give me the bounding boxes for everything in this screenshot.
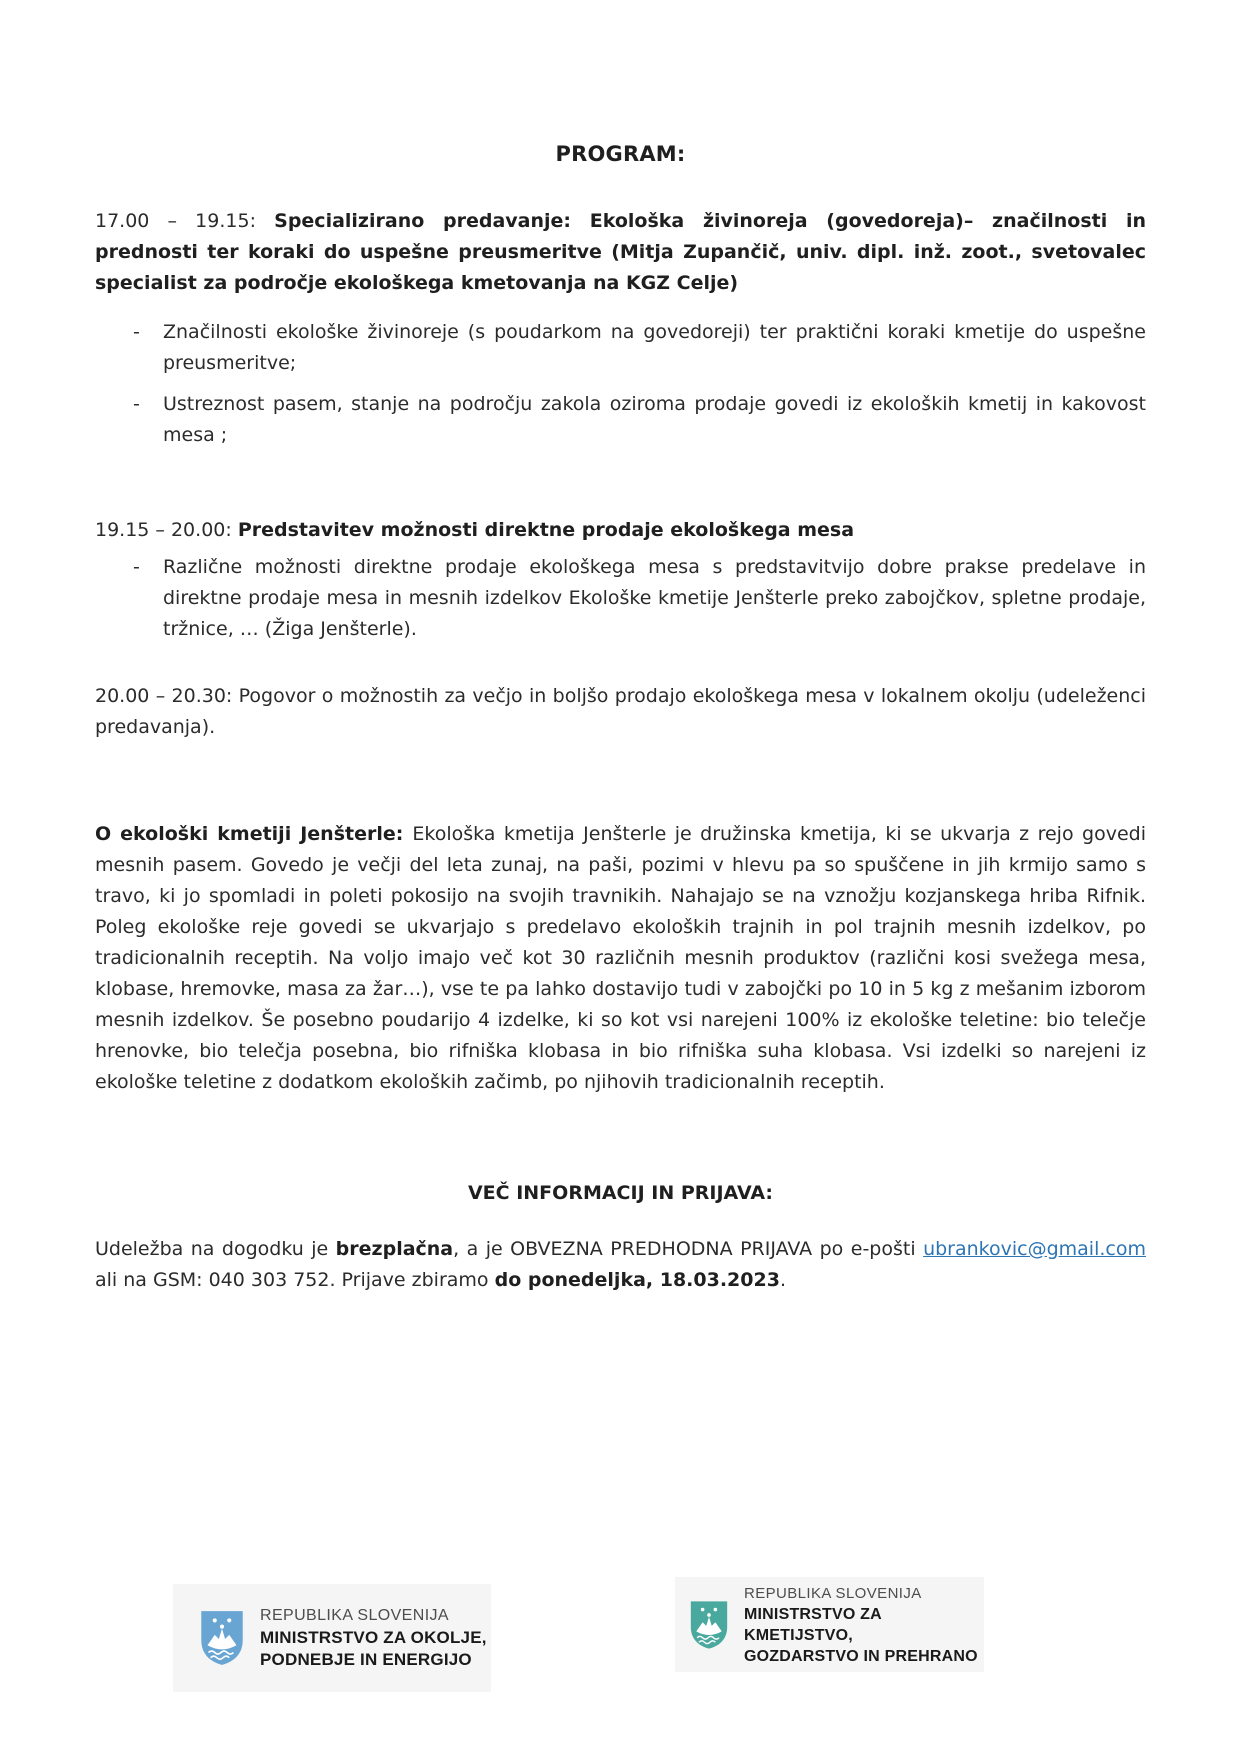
bullet-marker: - [133,556,140,578]
ministry-logo-environment [173,1584,491,1692]
logo-country-line: REPUBLIKA SLOVENIJA [260,1607,450,1624]
ministry-logo-agriculture-text [744,1583,984,1667]
program-item-2-bullet-list [95,552,1146,645]
logo-ministry-line: GOZDARSTVO IN PREHRANO [744,1647,978,1665]
about-farm-lead: O ekološki kmetiji Jenšterle: [95,823,413,845]
bullet-text: Značilnosti ekološke živinoreje (s poudarkom na govedoreji) ter praktični koraki kmetije do uspešne preusmeritve; [163,321,1146,374]
program-item-1-bullet-list [95,317,1146,451]
registration-text: Udeležba na dogodku je [95,1238,336,1260]
slovenia-coat-of-arms-icon [199,1609,245,1667]
program-item-2-time: 19.15 – 20.00: [95,519,238,541]
registration-text: . [779,1269,786,1291]
program-item-1-time: 17.00 – 19.15: [95,210,275,232]
registration-deadline-bold: do ponedeljka, 18.03.2023 [494,1269,780,1291]
program-item-3: 20.00 – 20.30: Pogovor o možnostih za večjo in boljšo prodajo ekološkega mesa v lokalnem okolju (udeleženci predavanja). [95,685,1146,738]
program-item-1 [95,206,1146,299]
bullet-text: Različne možnosti direktne prodaje ekološkega mesa s predstavitvijo dobre prakse predelave in direktne prodaje mesa in mesnih izdelkov Ekološke kmetije Jenšterle preko zabojčkov, spletne prodaje, tržnice, … (Žiga Jenšterle). [163,556,1146,640]
info-heading: VEČ INFORMACIJ IN PRIJAVA: [467,1182,774,1204]
email-link[interactable]: ubrankovic@gmail.com [923,1238,1146,1260]
about-farm-text: Ekološka kmetija Jenšterle je družinska kmetija, ki se ukvarja z rejo govedi mesnih pasem. Govedo je večji del leta zunaj, na paši, pozimi v hlevu pa so spuščene in jih krmijo samo s travo, ki jo spomladi in poleti pokosijo na svojih travnikih. Nahajajo se na vznožju kozjanskega hriba Rifnik. Poleg ekološke reje govedi se ukvarjajo s predelavo ekoloških trajnih in pol trajnih mesnih izdelkov, po tradicionalnih receptih. Na voljo imajo več kot 30 različnih mesnih produktov (različni kosi svežega mesa, klobase, hremovke, masa za žar…), vse te pa lahko dostavijo tudi v zabojčki po 10 in 5 kg z mešanim izborom mesnih izdelkov. Še posebno poudarijo 4 izdelke, ki so kot vsi narejeni 100% iz ekološke teletine: bio telečje hrenovke, bio telečja posebna, bio rifniška klobasa in bio rifniška suha klobasa. Vsi izdelki so narejeni iz ekološke teletine z dodatkom ekoloških začimb, po njihovih tradicionalnih receptih. [95,823,1146,1093]
logo-ministry-line: MINISTRSTVO ZA KMETIJSTVO, [744,1605,882,1644]
page-title: PROGRAM: [555,142,686,166]
registration-text: ali na GSM: 040 303 752. Prijave zbiramo [95,1269,495,1291]
list-item [95,317,1146,379]
registration-paragraph [95,1234,1146,1296]
program-item-1-title: Specializirano predavanje: Ekološka živinoreja (govedoreja)– značilnosti in prednosti ter koraki do uspešne preusmeritve (Mitja Zupančič, univ. dipl. inž. zoot., svetovalec specialist za področje ekološkega kmetovanja na KGZ Celje) [95,210,1147,294]
registration-free-bold: brezplačna [335,1238,454,1260]
logo-ministry-line: MINISTRSTVO ZA OKOLJE, [260,1628,487,1647]
slovenia-coat-of-arms-icon [689,1599,729,1651]
bullet-marker: - [133,393,140,415]
program-item-2 [95,515,1146,546]
list-item [95,552,1146,645]
logo-ministry-line: PODNEBJE IN ENERGIJO [260,1650,472,1669]
logo-country-line: REPUBLIKA SLOVENIJA [744,1584,922,1602]
bullet-marker: - [133,321,140,343]
program-item-2-title: Predstavitev možnosti direktne prodaje ekološkega mesa [237,519,855,541]
bullet-text: Ustreznost pasem, stanje na področju zakola oziroma prodaje govedi iz ekoloških kmetij in kakovost mesa ; [163,393,1146,446]
registration-text: , a je OBVEZNA PREDHODNA PRIJAVA po e-pošti [453,1238,924,1260]
ministry-logo-environment-text [260,1605,487,1671]
about-farm-paragraph [95,819,1146,1098]
ministry-logo-agriculture [675,1577,984,1672]
list-item [95,389,1146,451]
